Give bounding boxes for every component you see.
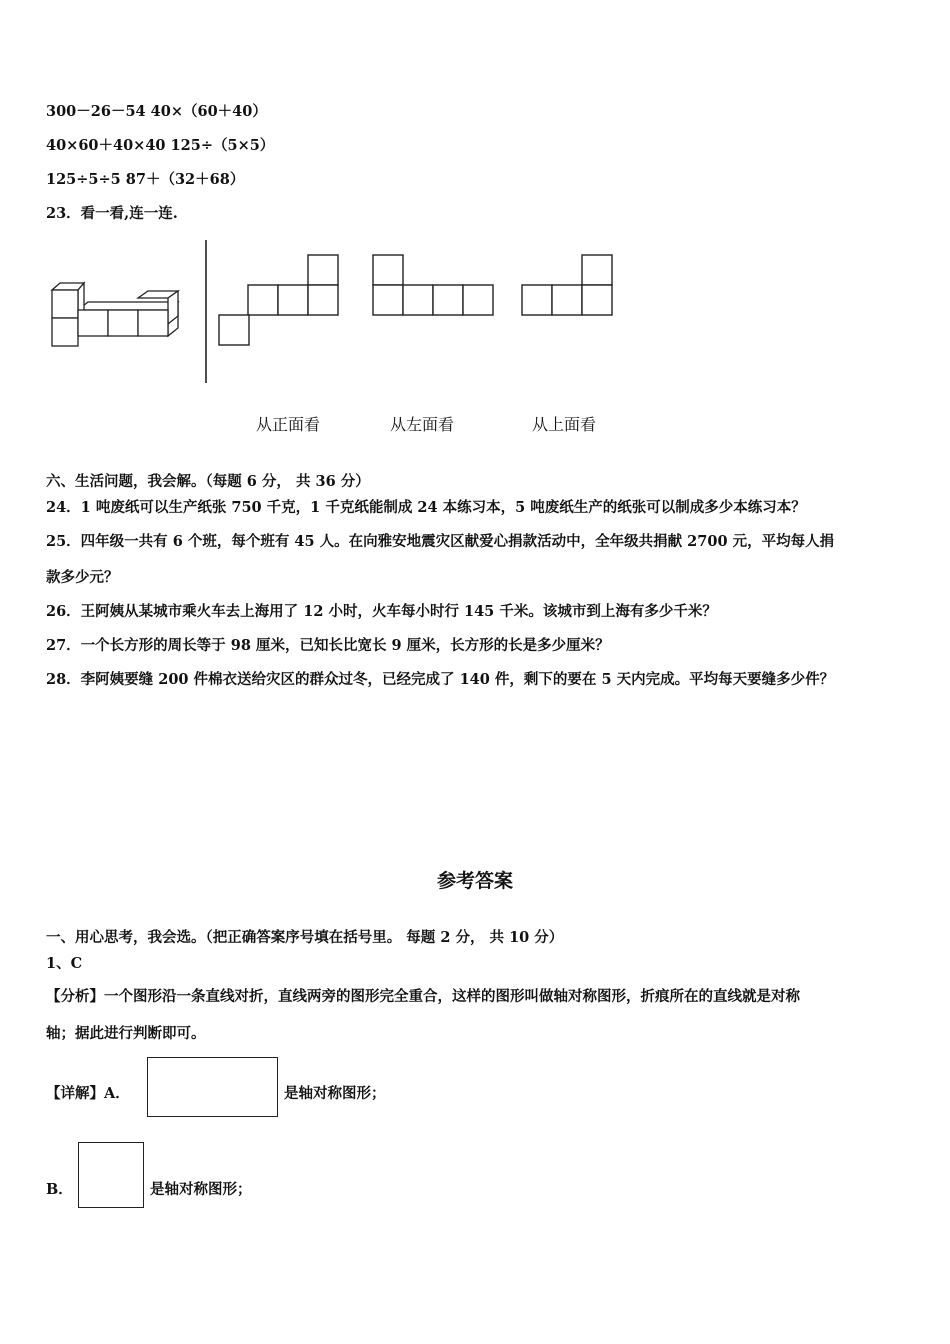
- view-shape-2: [372, 254, 496, 316]
- label-left-view: 从左面看: [390, 415, 455, 434]
- calc-line-2: 40×60＋40×40 125÷（5×5）: [46, 137, 275, 154]
- detail-b-prefix: B．: [46, 1181, 73, 1198]
- answers-title: 参考答案: [436, 870, 513, 892]
- view-shape-1: [218, 254, 340, 346]
- analysis-line-2: 轴；据此进行判断即可。: [46, 1025, 206, 1042]
- view-shape-3: [521, 254, 615, 316]
- square-figure: [78, 1142, 144, 1208]
- label-front-view: 从正面看: [256, 415, 321, 434]
- calc-line-1: 300－26－54 40×（60＋40）: [46, 103, 267, 120]
- calc-line-3: 125÷5÷5 87＋（32＋68）: [46, 171, 245, 188]
- answers-section-1-heading: 一、用心思考，我会选。（把正确答案序号填在括号里。 每题 2 分， 共 10 分）: [46, 929, 564, 946]
- label-top-view: 从上面看: [532, 415, 597, 434]
- detail-a-suffix: 是轴对称图形；: [284, 1085, 386, 1102]
- question-27: 27．一个长方形的周长等于 98 厘米，已知长比宽长 9 厘米，长方形的长是多少厘米？: [46, 637, 610, 654]
- answer-1: 1、C: [46, 955, 83, 972]
- detail-a-prefix: 【详解】A．: [46, 1085, 130, 1102]
- section-6-heading: 六、生活问题，我会解。（每题 6 分， 共 36 分）: [46, 473, 370, 490]
- detail-b-suffix: 是轴对称图形；: [150, 1181, 252, 1198]
- question-25-line-1: 25．四年级一共有 6 个班，每个班有 45 人。在向雅安地震灾区献爱心捐款活动中，全年级共捐献 2700 元，平均每人捐: [46, 533, 835, 550]
- separator-line: [203, 240, 209, 385]
- rectangle-figure: [147, 1057, 278, 1117]
- cube-stack-figure: [46, 280, 186, 350]
- question-23: 23．看一看,连一连.: [46, 205, 178, 222]
- question-28: 28．李阿姨要缝 200 件棉衣送给灾区的群众过冬，已经完成了 140 件，剩下的要在 5 天内完成。平均每天要缝多少件？: [46, 671, 835, 688]
- question-25-line-2: 款多少元？: [46, 569, 119, 586]
- question-24: 24．1 吨废纸可以生产纸张 750 千克，1 千克纸能制成 24 本练习本，5 吨废纸生产的纸张可以制成多少本练习本？: [46, 499, 806, 516]
- analysis-line-1: 【分析】一个图形沿一条直线对折，直线两旁的图形完全重合，这样的图形叫做轴对称图形，折痕所在的直线就是对称: [46, 988, 800, 1005]
- question-26: 26．王阿姨从某城市乘火车去上海用了 12 小时，火车每小时行 145 千米。该城市到上海有多少千米？: [46, 603, 717, 620]
